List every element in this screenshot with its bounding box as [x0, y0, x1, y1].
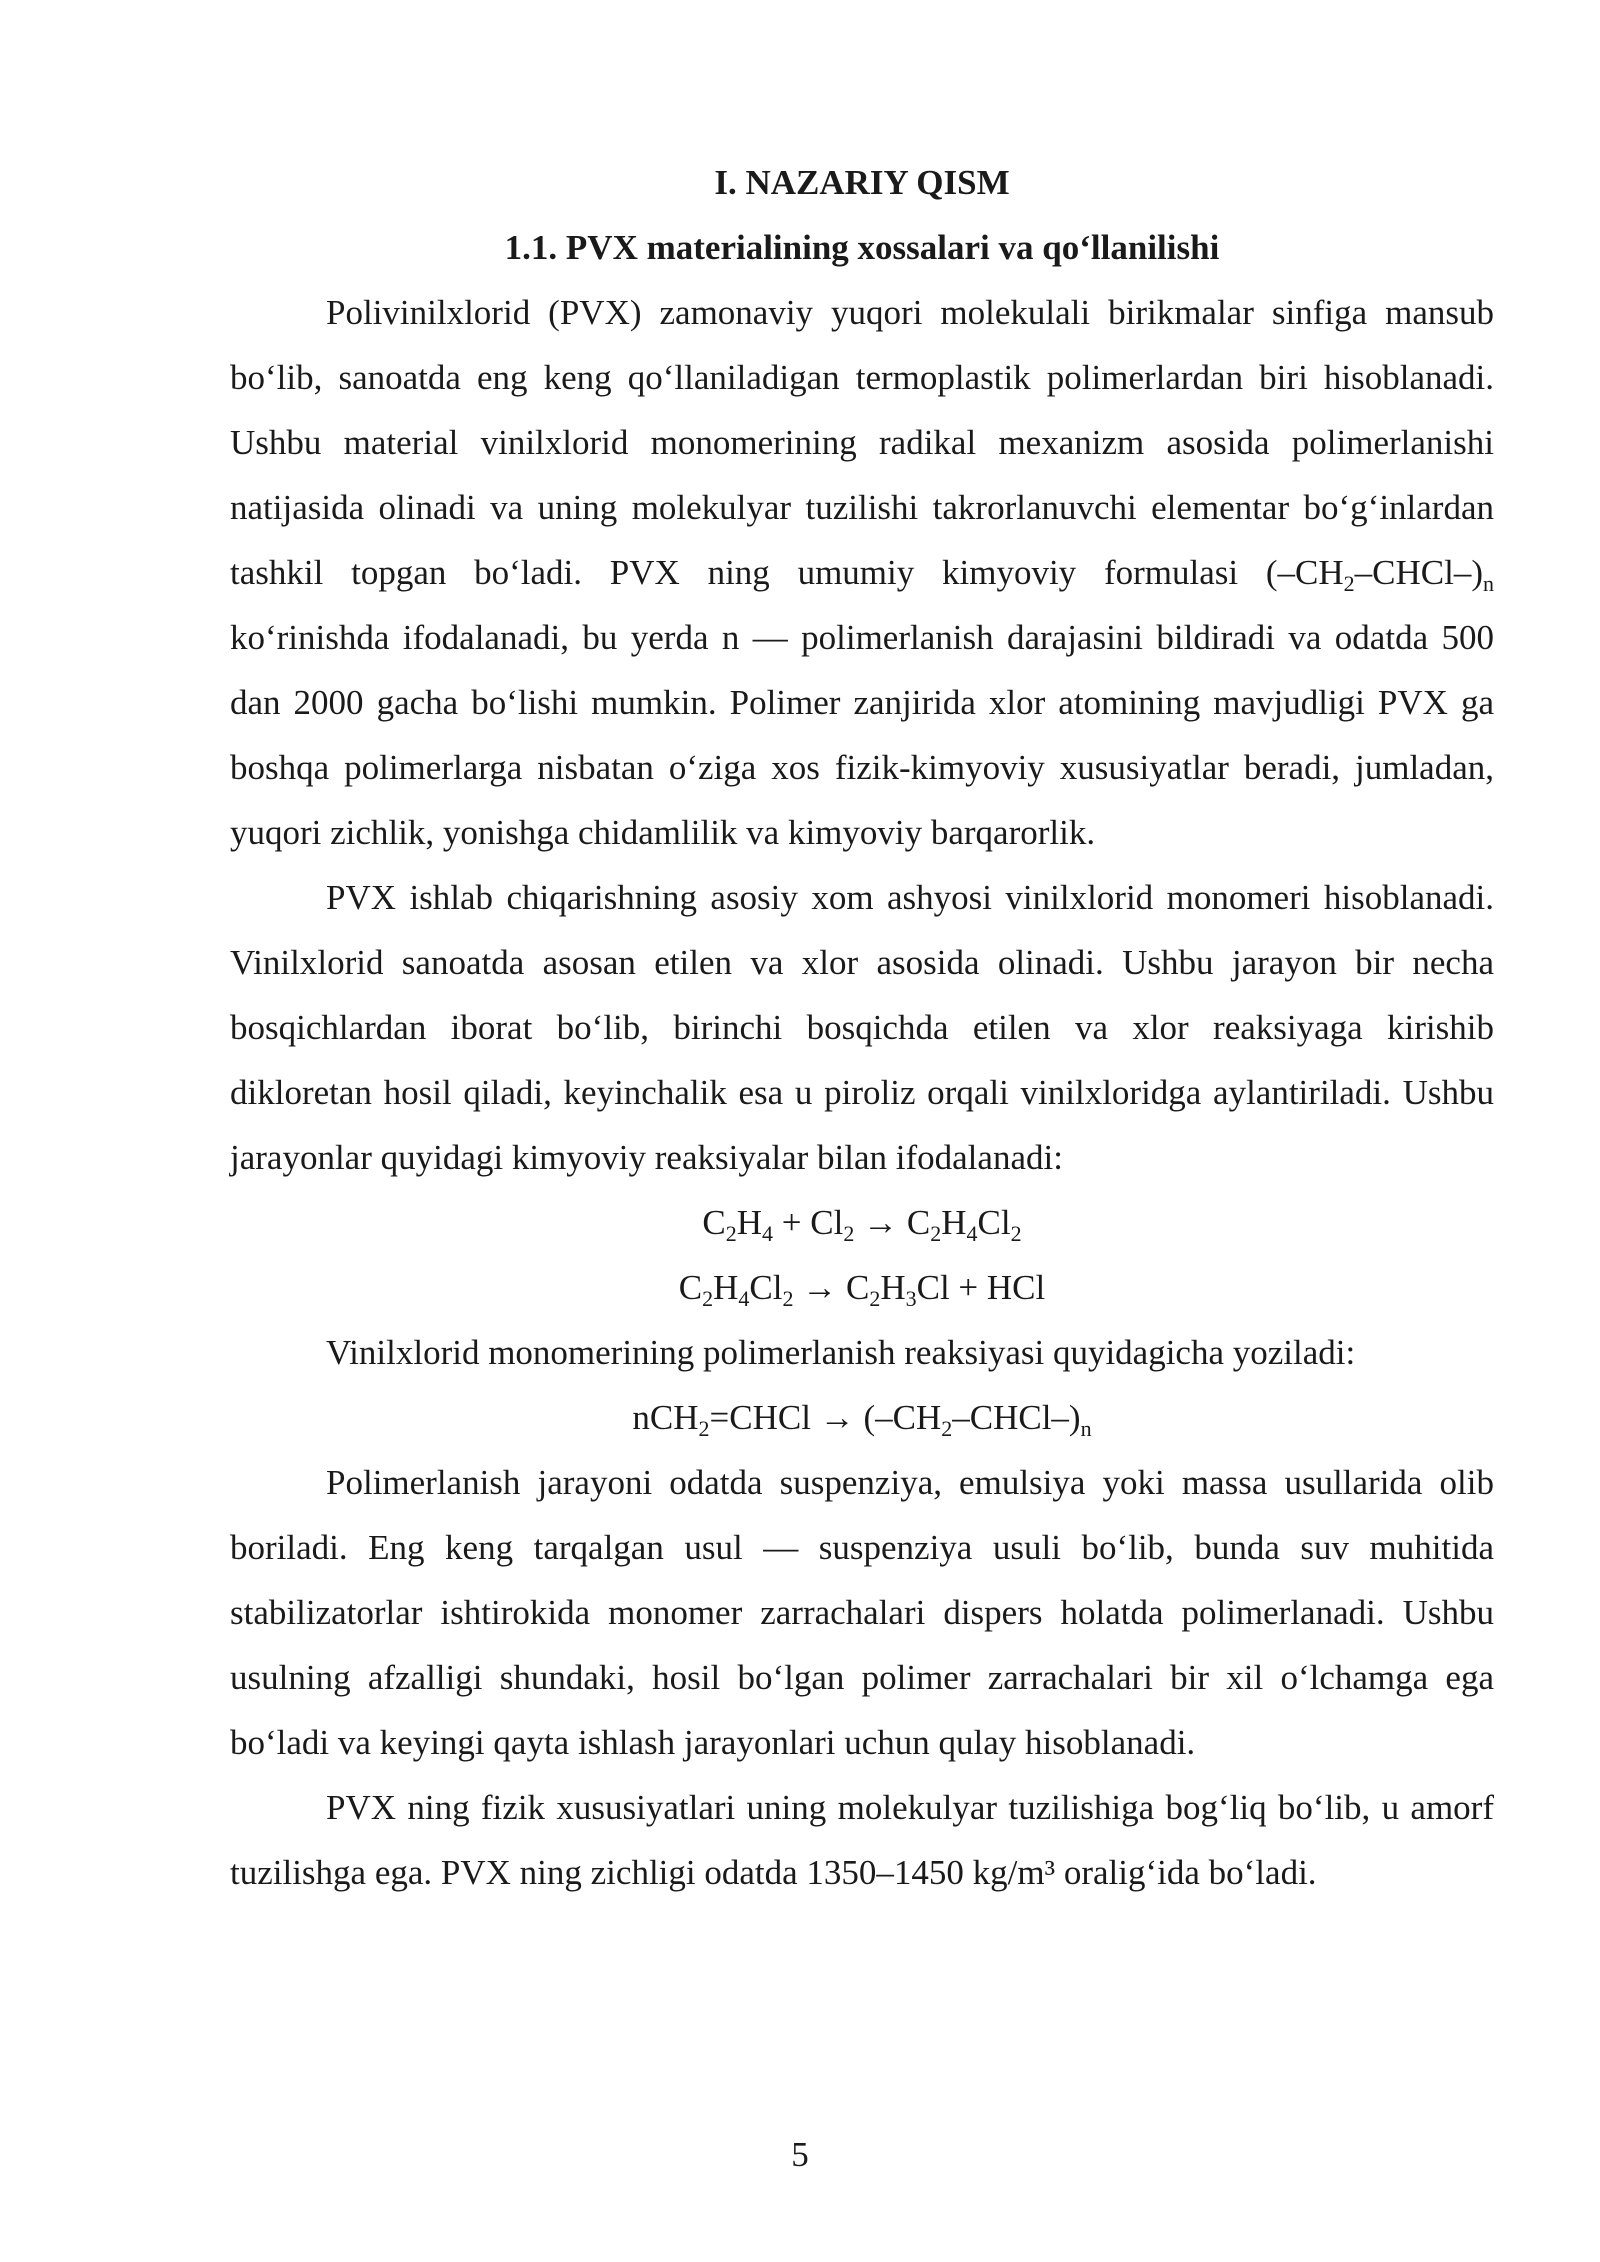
eq-subscript: 2: [930, 1221, 942, 1246]
paragraph-1-part-a: Polivinilxlorid (PVX) zamonaviy yuqori molekulali birikmalar sinfiga mansub bo‘lib, sanoatda eng keng qo‘llaniladigan termoplastik polimerlardan biri hisoblanadi. Ushbu material vinilxlorid monomerining radikal mexanizm asosida polimerlanishi natijasida olinadi va uning molekulyar tuzilishi takrorlanuvchi elementar bo‘g‘inlardan tashkil topgan bo‘ladi. PVX ning umumiy kimyoviy formulasi: [230, 293, 1494, 592]
paragraph-5: PVX ning fizik xususiyatlari uning molekulyar tuzilishiga bog‘liq bo‘lib, u amorf tuzilishga ega. PVX ning zichligi odatda 1350–1450 kg/m³ oralig‘ida bo‘ladi.: [230, 1788, 1494, 1892]
eq-subscript: 2: [702, 1286, 714, 1311]
eq-text: –CHCl–): [952, 1398, 1081, 1437]
eq-subscript: 4: [966, 1221, 978, 1246]
eq-subscript: 2: [1010, 1221, 1022, 1246]
eq-text: H: [941, 1203, 967, 1242]
eq-text: H: [736, 1203, 763, 1242]
eq-text: Cl + HCl: [916, 1268, 1046, 1307]
document-page: [230, 150, 1494, 1905]
pvc-formula: [1265, 553, 1494, 596]
subsection-title: 1.1. PVX materialining xossalari va qo‘llanilishi: [504, 228, 1220, 267]
eq-subscript: 2: [869, 1286, 881, 1311]
section-title: I. NAZARIY QISM: [714, 163, 1010, 202]
eq-text: Cl: [749, 1268, 783, 1307]
equation-1: [230, 1190, 1494, 1255]
eq-text: Cl: [977, 1203, 1011, 1242]
formula-text: –CHCl–): [1354, 553, 1483, 592]
paragraph-1: [230, 280, 1494, 865]
eq-subscript: 3: [905, 1286, 917, 1311]
paragraph-3: Vinilxlorid monomerining polimerlanish reaksiyasi quyidagicha yoziladi:: [326, 1333, 1356, 1372]
eq-subscript: 2: [698, 1416, 710, 1441]
formula-subscript: n: [1483, 571, 1494, 596]
eq-text: H: [713, 1268, 739, 1307]
eq-text: nCH: [632, 1398, 699, 1437]
paragraph-1-part-b: ko‘rinishda ifodalanadi, bu yerda n — polimerlanish darajasini bildiradi va odatda 500 dan 2000 gacha bo‘lishi mumkin. Polimer zanjirida xlor atomining mavjudligi PVX ga boshqa polimerlarga nisbatan o‘ziga xos fizik-kimyoviy xususiyatlar beradi, jumladan, yuqori zichlik, yonishga chidamlilik va kimyoviy barqarorlik.: [230, 618, 1494, 852]
eq-subscript: 4: [738, 1286, 750, 1311]
eq-subscript: 2: [843, 1221, 855, 1246]
equation-2: [230, 1255, 1494, 1320]
formula-subscript: 2: [1343, 571, 1355, 596]
eq-text: → C: [854, 1203, 931, 1242]
paragraph-2: PVX ishlab chiqarishning asosiy xom ashyosi vinilxlorid monomeri hisoblanadi. Vinilxlorid sanoatda asosan etilen va xlor asosida olinadi. Ushbu jarayon bir necha bosqichlardan iborat bo‘lib, birinchi bosqichda etilen va xlor reaksiyaga kirishib dikloretan hosil qiladi, keyinchalik esa u piroliz orqali vinilxloridga aylantiriladi. Ushbu jarayonlar quyidagi kimyoviy reaksiyalar bilan ifodalanadi:: [230, 878, 1494, 1177]
eq-text: → C: [793, 1268, 870, 1307]
equation-3: [230, 1385, 1494, 1450]
formula-text: (–CH: [1265, 553, 1344, 592]
eq-subscript: 2: [941, 1416, 953, 1441]
eq-subscript: 2: [782, 1286, 794, 1311]
eq-subscript: 4: [762, 1221, 774, 1246]
eq-text: =CHCl → (–CH: [709, 1398, 942, 1437]
page-number: 5: [791, 2135, 809, 2174]
eq-subscript: 2: [725, 1221, 737, 1246]
eq-text: + Cl: [773, 1203, 844, 1242]
eq-text: C: [702, 1203, 726, 1242]
paragraph-4: Polimerlanish jarayoni odatda suspenziya, emulsiya yoki massa usullarida olib boriladi. Eng keng tarqalgan usul — suspenziya usuli bo‘lib, bunda suv muhitida stabilizatorlar ishtirokida monomer zarrachalari dispers holatda polimerlanadi. Ushbu usulning afzalligi shundaki, hosil bo‘lgan polimer zarrachalari bir xil o‘lchamga ega bo‘ladi va keyingi qayta ishlash jarayonlari uchun qulay hisoblanadi.: [230, 1463, 1494, 1762]
eq-text: H: [880, 1268, 906, 1307]
eq-text: C: [678, 1268, 703, 1307]
eq-subscript: n: [1080, 1416, 1092, 1441]
